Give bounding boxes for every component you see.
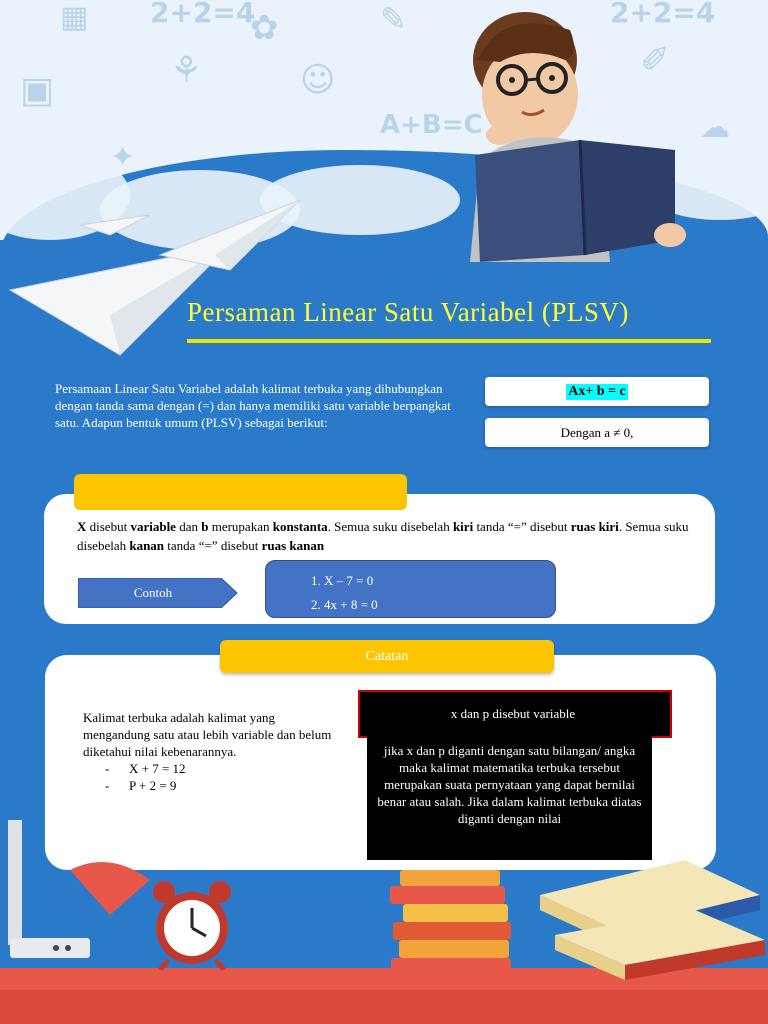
- books-stack-icon: [535, 855, 768, 980]
- note-example-list: [83, 760, 333, 794]
- note-example-item: - X + 7 = 12: [105, 760, 333, 777]
- term-x: X: [77, 519, 87, 534]
- text-fragment: . Semua suku disebelah: [77, 519, 689, 553]
- note-text: Kalimat terbuka adalah kalimat yang mengandung satu atau lebih variable dan belum diketahui nilai kebenarannya.: [83, 710, 332, 759]
- term-ruas-kanan: ruas kanan: [261, 538, 325, 553]
- text-fragment: dan: [175, 519, 202, 534]
- note-text-block: [83, 709, 333, 794]
- alarm-clock-icon: [150, 878, 234, 970]
- explanation-text: jika x dan p diganti dengan satu bilangan/ angka maka kalimat matematika terbuka tersebut merupakan suata pernyataan yang dapat bernilai benar atau salah. Jika dalam kalimat terbuka diatas diganti dengan nilai: [377, 743, 642, 826]
- note-example-item: - P + 2 = 9: [105, 777, 333, 794]
- definition-text: [77, 517, 697, 555]
- boy-reading-book-icon: [460, 0, 700, 262]
- term-ruas-kiri: ruas kiri: [570, 519, 619, 534]
- desk-shade: [0, 990, 768, 1024]
- page-title: Persaman Linear Satu Variabel (PLSV): [187, 297, 629, 327]
- desk-lamp-icon: [0, 810, 160, 970]
- term-kiri: kiri: [452, 519, 474, 534]
- doodle-pattern: ▦ 2+2=4 ✿ ✎ 2+2=4 ▣ ⚘ ☺ A+B=C ✐ ☁ ✦: [20, 0, 730, 175]
- condition-box: Dengan a ≠ 0,: [485, 418, 709, 447]
- text-fragment: . Semua suku disebelah: [327, 519, 453, 534]
- contoh-label: Contoh: [133, 585, 173, 600]
- text-fragment: disebut: [86, 519, 131, 534]
- example-item: 2. 4x + 8 = 0: [324, 593, 555, 617]
- example-item: 1. X – 7 = 0: [324, 569, 555, 593]
- term-kanan: kanan: [129, 538, 165, 553]
- term-b: b: [201, 519, 209, 534]
- term-konstanta: konstanta: [272, 519, 328, 534]
- definition-tab: [74, 474, 407, 510]
- title-underline: [187, 339, 711, 343]
- examples-box: [265, 560, 556, 618]
- variable-note: x dan p disebut variable: [450, 706, 576, 721]
- formula-text: Ax+ b = c: [568, 383, 626, 399]
- intro-text: Persamaan Linear Satu Variabel adalah kalimat terbuka yang dihubungkan dengan tanda sama dengan (=) dan hanya memiliki satu variable berpangkat satu. Adapun bentuk umum (PLSV) sebagai berikut:: [55, 381, 451, 430]
- text-fragment: tanda “=” disebut: [164, 538, 262, 553]
- text-fragment: tanda “=” disebut: [473, 519, 571, 534]
- formula-box: [485, 377, 709, 406]
- text-fragment: merupakan: [208, 519, 273, 534]
- term-variable: variable: [130, 519, 176, 534]
- books-stack-icon: [385, 868, 525, 980]
- catatan-tab: Catatan: [220, 640, 554, 673]
